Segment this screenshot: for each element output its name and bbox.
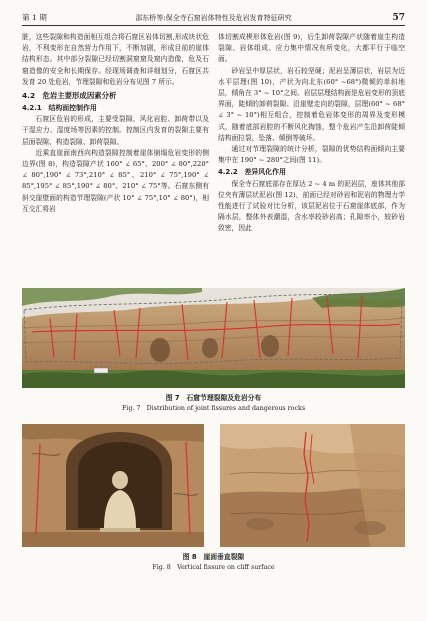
paragraph-differential-weathering: 保全寺石窟底部存在厚达 2 ~ 4 m 的泥岩层，座体其他部位夹有薄层状泥岩(图 12)，前面已经对砂岩和泥岩的物理力学性能进行了试验对比分析，该层泥岩位于石窟崖体底部，作为隔水层，整体外表潮湿，含水率较砂岩高；孔隙率小，较砂岩致密，因此: [218, 179, 405, 233]
figure-7-caption-cn: 图 7 石窟节理裂隙及危岩分布: [165, 394, 262, 402]
subsection-heading-4-2-1: 4.2.1 结构面控制作用: [22, 104, 97, 113]
paragraph-dominant-orientation: 通过对节理裂隙的统计分析，裂隙的优势结构面倾向主要集中在 190° ~ 280°之间(图 11)。: [218, 145, 405, 165]
left-text-column: [22, 32, 209, 215]
figure-8-caption-cn: 图 8 崖面垂直裂隙: [182, 553, 245, 561]
figure-8-left-photo: [22, 424, 204, 547]
paragraph-wedge-rock: 体切割成楔形体危岩(图 9)，后生卸荷裂隙产状随着崖生构造裂隙、岩体组成、应力集中情况有所变化，大都平行于临空面。: [218, 33, 405, 64]
figure-8-right-photo: [220, 424, 405, 547]
figure-7-caption-en: Fig. 7 Distribution of joint fissures and dangerous rocks: [121, 405, 306, 412]
right-text-column: [218, 32, 405, 235]
figure-8-caption-en: Fig. 8 Vertical fissure on cliff surface: [152, 564, 275, 571]
paragraph-structural-fissures: 近乘直崖面南西向构造裂隙控制着崖体崩塌危岩变形的侧边界(图 8)，构造裂隙产状 160° ∠ 65°、200° ∠ 80°,220° ∠ 80°,190° ∠ 73°,210° ∠ 85°、210° ∠ 75°,190° ∠ 85°,195° ∠ 85°,190° ∠ 80°、210° ∠ 75°等。石窟东侧有斜交崖壁面的构造节理裂隙(产状 10° ∠ 75°,10° ∠ 80°)，相互交汇将岩: [22, 148, 209, 213]
paragraph-bedding: 砂岩呈中厚层状，岩石较坚硬；泥岩呈薄层状，岩层为近水平层理(图 10)，产状为向北东(60° ~68°)微倾的单斜地层，倾角在 3° ~ 10°之间。岩层层理结构面是危岩变形的顶底界面，陡倾的卸荷裂隙、沿崖壁走向的裂隙，层理(60° ~ 68° ∠ 3° ~ 10°)相互组合，控制着危岩体变形的周界及变形模式，随着底部岩腔的不断风化掏蚀，整个危岩产生沿卸荷陡倾结构面拉裂，坠落、倾倒等破坏。: [218, 66, 405, 142]
paragraph-control-factors: 石窟区危岩的形成，主要受裂隙、风化岩腔、卸荷带以及干湿应力、湿度场等因素的控制。控制区内发育的裂隙主要有层面裂隙、构造裂隙、卸荷裂隙。: [22, 115, 209, 146]
page-number: 57: [392, 13, 405, 23]
vertical-fissure-image: [220, 424, 405, 547]
running-header: [22, 11, 405, 26]
intro-paragraph: 脏，这些裂隙和构造面相互组合将石窟区岩体切割,形成块状危岩，不利变形在自然营力作用下，不断加剧，形成目前的崖体结构形态。其中部分裂隙已经切割洞窟窟及窟内造像，危及石窟造像的安全和长期保存。经现场调查和详细划分，石窟区共发育 20 处危岩，节理裂隙和危岩分布见图 7 所示。: [22, 33, 209, 86]
running-title: 邵东桥等:保全寺石窟岩体特性及危岩发育特征研究: [135, 14, 292, 22]
issue-label: 第 1 期: [22, 13, 47, 22]
figure-7-photo: [22, 288, 405, 388]
cliff-panorama-image: [22, 288, 405, 388]
section-heading-4-2: 4.2 危岩主要形成因素分析: [22, 91, 117, 101]
subsection-heading-4-2-2: 4.2.2 差异风化作用: [218, 168, 286, 177]
niche-buddha-image: [22, 424, 204, 547]
